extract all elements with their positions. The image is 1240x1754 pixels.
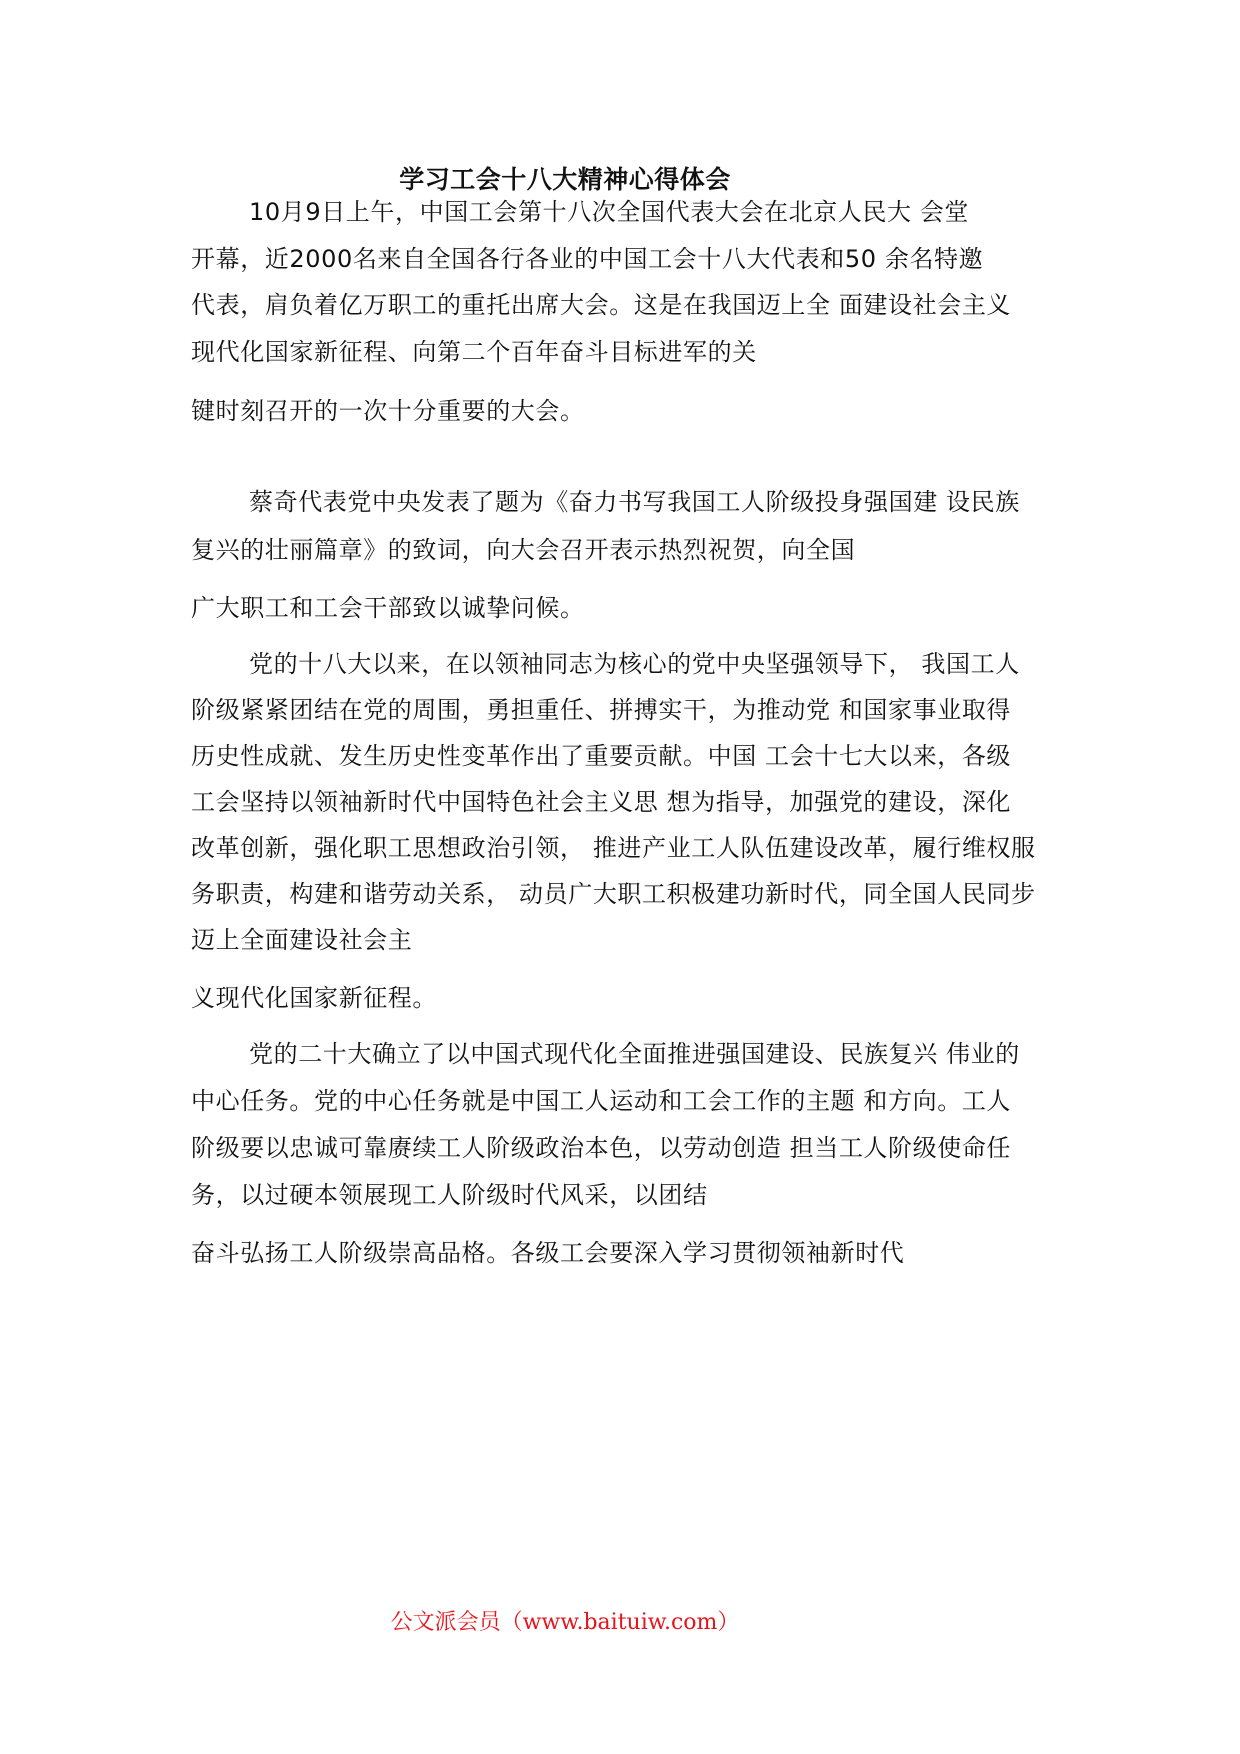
document-title: 学习工会十八大精神心得体会 [399, 165, 731, 194]
paragraph-4-line-1: 党的二十大确立了以中国式现代化全面推进强国建设、民族复兴 伟业的 [249, 1040, 1020, 1068]
paragraph-1-line-5: 键时刻召开的一次十分重要的大会。 [191, 397, 585, 425]
paragraph-4-line-2: 中心任务。党的中心任务就是中国工人运动和工会工作的主题 和方向。工人 [191, 1087, 1012, 1115]
paragraph-2-line-1: 蔡奇代表党中央发表了题为《奋力书写我国工人阶级投身强国建 设民族 [249, 488, 1020, 516]
paragraph-2-line-2: 复兴的壮丽篇章》的致词，向大会召开表示热烈祝贺，向全国 [191, 536, 856, 564]
footer-watermark [0, 1605, 1130, 1636]
paragraph-1-line-2: 开幕，近2000名来自全国各行各业的中国工会十八大代表和50 余名特邀 [191, 245, 984, 273]
paragraph-2-line-3: 广大职工和工会干部致以诚挚问候。 [191, 594, 585, 622]
footer-site-name: 公文派会员 [390, 1610, 501, 1635]
paragraph-4-line-4: 务，以过硬本领展现工人阶级时代风采，以团结 [191, 1181, 708, 1209]
paragraph-4-line-5: 奋斗弘扬工人阶级崇高品格。各级工会要深入学习贯彻领袖新时代 [191, 1239, 905, 1267]
footer-url[interactable]: （www.baituiw.com） [500, 1610, 740, 1635]
paragraph-3-line-3: 历史性成就、发生历史性变革作出了重要贡献。中国 工会十七大以来，各级 [191, 742, 1012, 770]
paragraph-3-line-4: 工会坚持以领袖新时代中国特色社会主义思 想为指导，加强党的建设，深化 [191, 788, 1012, 816]
paragraph-3-line-6: 务职责，构建和谐劳动关系， 动员广大职工积极建功新时代，同全国人民同步 [191, 880, 1036, 908]
paragraph-3-line-2: 阶级紧紧团结在党的周围，勇担重任、拼搏实干，为推动党 和国家事业取得 [191, 696, 1012, 724]
paragraph-1-line-1: 10月9日上午，中国工会第十八次全国代表大会在北京人民大 会堂 [249, 198, 970, 226]
paragraph-1-line-4: 现代化国家新征程、向第二个百年奋斗目标进军的关 [191, 338, 757, 366]
paragraph-3-line-1: 党的十八大以来，在以领袖同志为核心的党中央坚强领导下， 我国工人 [249, 650, 1020, 678]
paragraph-3-line-8: 义现代化国家新征程。 [191, 984, 437, 1012]
paragraph-3-line-5: 改革创新，强化职工思想政治引领， 推进产业工人队伍建设改革，履行维权服 [191, 834, 1036, 862]
paragraph-4-line-3: 阶级要以忠诚可靠赓续工人阶级政治本色，以劳动创造 担当工人阶级使命任 [191, 1134, 1012, 1162]
paragraph-1-line-3: 代表，肩负着亿万职工的重托出席大会。这是在我国迈上全 面建设社会主义 [191, 291, 1012, 319]
paragraph-3-line-7: 迈上全面建设社会主 [191, 926, 413, 954]
